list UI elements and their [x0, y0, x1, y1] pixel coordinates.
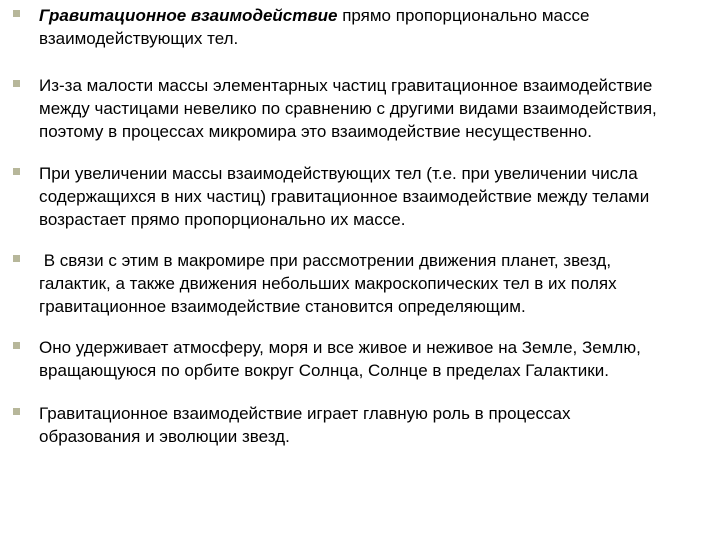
text-line: В связи с этим в макромире при рассмотрении движения планет, звезд,	[39, 251, 612, 270]
text-line: Оно удерживает атмосферу, моря и все живое и неживое на Земле, Землю,	[39, 338, 641, 357]
item-text	[39, 402, 704, 448]
text-line	[39, 4, 704, 27]
text-line: между частицами невелико по сравнению с другими видами взаимодействия,	[39, 99, 657, 118]
text-line: взаимодействующих тел.	[39, 29, 239, 48]
text-line: вращающуюся по орбите вокруг Солнца, Солнце в пределах Галактики.	[39, 361, 609, 380]
text-fragment: прямо пропорционально массе	[337, 6, 590, 25]
text-line: поэтому в процессах микромира это взаимодействие несущественно.	[39, 122, 592, 141]
text-line: возрастает прямо пропорционально их массе.	[39, 210, 406, 229]
text-line: образования и эволюции звезд.	[39, 427, 290, 446]
emphasis-term: Гравитационное взаимодействие	[39, 6, 338, 25]
square-bullet-icon	[13, 10, 20, 17]
item-text	[39, 4, 704, 50]
square-bullet-icon	[13, 255, 20, 262]
item-text	[39, 162, 704, 231]
text-line: Из-за малости массы элементарных частиц гравитационное взаимодействие	[39, 76, 653, 95]
item-text	[39, 249, 704, 318]
text-line: При увеличении массы взаимодействующих тел (т.е. при увеличении числа	[39, 164, 638, 183]
square-bullet-icon	[13, 408, 20, 415]
item-text	[39, 336, 704, 382]
square-bullet-icon	[13, 80, 20, 87]
square-bullet-icon	[13, 168, 20, 175]
text-line: Гравитационное взаимодействие играет главную роль в процессах	[39, 404, 571, 423]
item-text	[39, 74, 704, 143]
text-line: содержащихся в них частиц) гравитационное взаимодействие между телами	[39, 187, 650, 206]
text-line: гравитационное взаимодействие становится определяющим.	[39, 297, 526, 316]
text-line: галактик, а также движения небольших макроскопических тел в их полях	[39, 274, 617, 293]
square-bullet-icon	[13, 342, 20, 349]
